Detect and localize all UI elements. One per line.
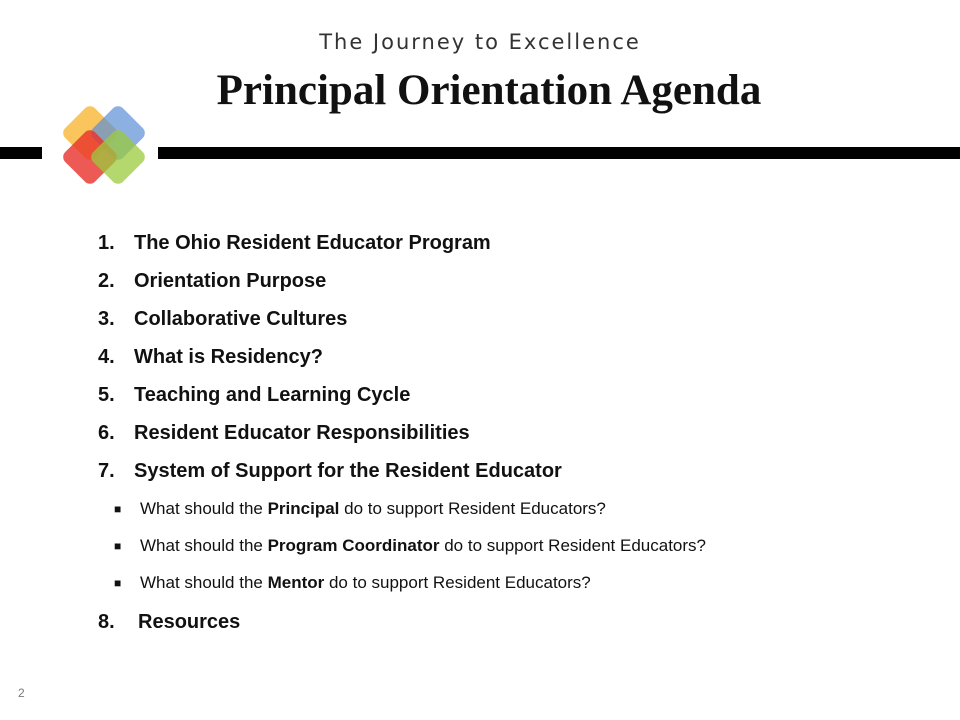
- agenda-item-label: The Ohio Resident Educator Program: [134, 231, 491, 254]
- four-squares-logo-icon: [48, 98, 160, 192]
- agenda-item-number: 2.: [98, 269, 115, 292]
- subitem-text-pre: What should the: [140, 535, 268, 555]
- agenda-item-label: Teaching and Learning Cycle: [134, 383, 411, 406]
- square-bullet-icon: ■: [114, 538, 122, 553]
- agenda-item-label: What is Residency?: [134, 345, 323, 368]
- subitem-text-pre: What should the: [140, 572, 268, 592]
- header-tagline: The Journey to Excellence: [319, 30, 641, 54]
- agenda-item-number: 8.: [98, 610, 115, 633]
- agenda-item: [98, 452, 918, 490]
- agenda-item: [98, 376, 918, 414]
- agenda-item-number: 3.: [98, 307, 115, 330]
- agenda-item-label: System of Support for the Resident Educator: [134, 459, 562, 482]
- subitem-role: Mentor: [267, 572, 325, 592]
- square-bullet-icon: ■: [114, 501, 122, 516]
- square-bullet-icon: ■: [114, 575, 122, 590]
- page-title: Principal Orientation Agenda: [216, 67, 762, 114]
- agenda-item: [98, 414, 918, 452]
- agenda-item: [98, 338, 918, 376]
- agenda-item-number: 5.: [98, 383, 115, 406]
- agenda-item-label: Collaborative Cultures: [134, 307, 348, 330]
- subitem-text-post: do to support Resident Educators?: [324, 572, 591, 592]
- subitem-role: Principal: [267, 498, 340, 518]
- agenda-item-resources: [98, 603, 918, 641]
- subitem-text-pre: What should the: [140, 498, 268, 518]
- agenda-item-label: Resources: [138, 610, 241, 633]
- subitem-text: [140, 536, 706, 556]
- subitem-role: Program Coordinator: [267, 535, 440, 555]
- subitem-text: [140, 499, 606, 519]
- agenda-subitem: [98, 490, 918, 527]
- agenda-item: [98, 262, 918, 300]
- agenda-item-label: Orientation Purpose: [134, 269, 327, 292]
- subitem-text: [140, 573, 591, 593]
- subitem-text-post: do to support Resident Educators?: [439, 535, 706, 555]
- page-number: 2: [18, 686, 25, 700]
- agenda-item-number: 4.: [98, 345, 115, 368]
- agenda-subitem: [98, 527, 918, 564]
- subitem-text-post: do to support Resident Educators?: [339, 498, 606, 518]
- agenda-item: [98, 300, 918, 338]
- agenda-list: [98, 224, 918, 641]
- agenda-item-label: Resident Educator Responsibilities: [134, 421, 470, 444]
- agenda-item-number: 1.: [98, 231, 115, 254]
- agenda-item: [98, 224, 918, 262]
- agenda-item-number: 7.: [98, 459, 115, 482]
- header-rule-left: [0, 147, 42, 159]
- agenda-item-number: 6.: [98, 421, 115, 444]
- header-rule-right: [158, 147, 960, 159]
- agenda-subitem: [98, 564, 918, 601]
